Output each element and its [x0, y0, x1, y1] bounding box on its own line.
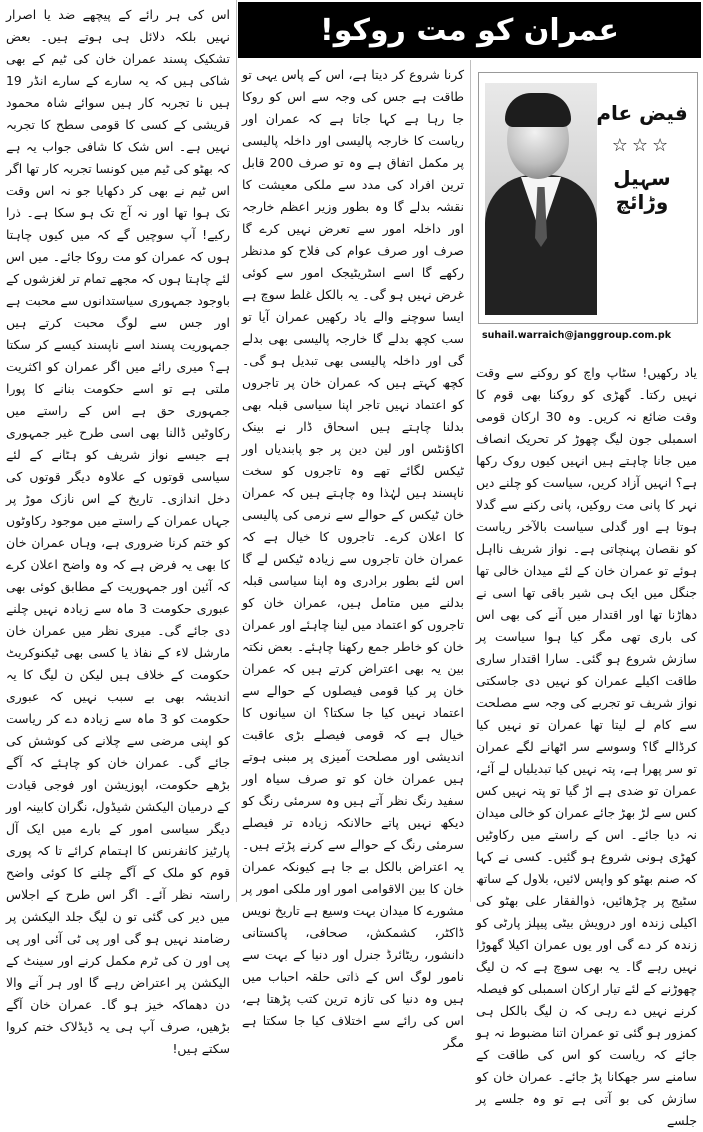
column-name: فیض عام: [596, 101, 688, 125]
author-email[interactable]: suhail.warraich@janggroup.com.pk: [482, 330, 672, 341]
headline: عمران کو مت روکو!: [238, 2, 701, 58]
column-left: [0, 0, 236, 1056]
column-divider: [236, 0, 237, 902]
column-right: [470, 0, 703, 1128]
author-box: [478, 72, 698, 324]
column-right-body: [476, 362, 697, 1128]
column-right-text: یاد رکھیں! سٹاپ واچ کو روکنے سے وقت نہیں رکتا۔ گھڑی کو روکنا بھی قوم کا وقت ضائع نہ کریں۔ وہ 30 ارکان قومی اسمبلی جون لیگ چھوڑ کر تحریک انصاف میں جانا چاہتے ہیں انہیں کیوں روک رکھا ہے؟ انہیں آزاد کریں، سیاست کو چلنے دیں نہر کا پانی مت روکیں، پانی رکنے سے گدلا ہوتا ہے اور گدلی سیاست بالآخر ریاست کو نقصان پہنچاتی ہے۔ نواز شریف نااہل ہوئے تو عمران خان کے لئے میدان خالی تھا جنگل میں ایک ہی شیر باقی تھا اسی نے دھاڑنا تھا اور اقتدار میں آنے کی بھی اس کی باری تھی مگر کیا ہوا سیاست پر سازش شروع ہو گئی۔ سارا اقتدار ساری طاقت اکیلے عمران کو نہیں دی جاسکتی نواز شریف تو تجربے کی وجہ سے مصلحت سے کام لے لیتا تھا عمران تو نہیں کیا کرڈالے گا؟ وسوسے سر اٹھانے لگے عمران تو سر پھرا ہے، پتہ نہیں کیا تبدیلیاں لے آئے، عمران تو ضدی ہے اڑ گیا تو پتہ نہیں کس کس سے لڑ بھڑ جائے عمران کو خالی میدان نہ دیا جائے۔ اس کے راستے میں رکاوٹیں کھڑی ہونی شروع ہو گئیں۔ کسی نے کہا کہ صنم بھٹو کو واپس لائیں، بلاول کے ساتھ سٹیج پر چڑھائیں، ذوالفقار علی بھٹو کی اکیلی زندہ اور درویش بیٹی پیپلز پارٹی کو زندہ کر دے گی اور یوں عمران اکیلا گھوڑا نہیں رہے گا۔ یہ بھی سوچ ہے کہ ن لیگ چھوڑنے کے لئے تیار ارکان اسمبلی کو فیصلہ کرنے نہیں دے رہی کہ ن لیگ بالکل ہی کمزور ہو گئی تو عمران اتنا مضبوط نہ ہو جائے کہ ریاست کو اس کی طاقت کے سامنے سر جھکانا پڑ جائے۔ عمران خان کو سازش کی بو آتی ہے تو وہ جلسے پر جلسے: [476, 365, 697, 1128]
column-divider: [470, 60, 471, 902]
column-left-text: اس کی ہر رائے کے پیچھے ضد یا اصرار نہیں بلکہ دلائل ہی ہوتے ہیں۔ بعض تشکیک پسند عمران خان کی ٹیم کے بھی شاکی ہیں کہ یہ سارے کے سارے انڈر 19 ہیں نا تجربہ کار ہیں سوائے شاہ محمود قریشی کے کسی کا قومی سطح کا تجربہ نہیں ہے۔ اس شک کا شافی جواب یہ ہے کہ بھٹو کی ٹیم میں کونسا تجربہ کار تھا اگر اس ٹیم نے بھی کر دکھایا جو نہ اس وقت تک ہوا تھا اور نہ آج تک ہو سکا ہے۔ ذرا رکیے! آپ سوچیں گے کہ میں کیوں چاہتا ہوں کہ عمران کو مت روکا جائے۔ میں اس لئے چاہتا ہوں کہ مجھے تمام تر لغزشوں کے باوجود جمہوری سیاستدانوں سے محبت ہے اور جس سے لوگ محبت کرتے ہیں جمہوریت پسند اسے ناپسند کیسے کر سکتا ہے؟ میری رائے میں اگر عمران کو اکثریت ملتی ہے تو اسے حکومت بنانے کا پورا جمہوری حق ہے اس کے راستے میں رکاوٹیں ڈالنا بھی اسی طرح غیر جمہوری ہے جیسے نواز شریف کو ہٹانے کے لئے سیاسی قوتوں کے علاوہ دیگر قوتوں کی دخل اندازی۔ تاریخ کے اس نازک موڑ پر جہاں عمران کے راستے میں موجود رکاوٹوں کو ختم کرنا ضروری ہے، وہاں عمران خان کا بھی یہ فرض ہے کہ وہ واضح اعلان کرے کہ آئین اور جمہوریت کے مطابق کوئی بھی عبوری حکومت 3 ماہ سے زیادہ نہیں چلنے دی جائے گی۔ میری نظر میں عمران خان مارشل لاء کے نفاذ یا کسی بھی ٹیکنوکریٹ حکومت کے خلاف ہیں لیکن ن لیگ کا یہ اندیشہ بھی بے سبب نہیں کہ عبوری حکومت کو 3 ماہ سے زیادہ دے کر ریاست کو اپنی مرضی سے چلانے کی کوشش کی جائے گی۔ عمران خان کو چاہئے کہ آگے بڑھے حکومت، اپوزیشن اور فوجی قیادت کے درمیان الیکشن شیڈول، نگران کابینہ اور دیگر سیاسی امور کے بارے میں ایک آل پارٹیز کانفرنس کا اہتمام کرائے تا کہ پوری قوم کو ملک کے آگے چلنے کا کوئی واضح راستہ نظر آئے۔ اگر اس طرح کے اجلاس میں دیر کی گئی تو ن لیگ جلد الیکشن پر رضامند نہیں ہو گی اور پی ٹی آئی اور پی پی اور ن کی ٹرم مکمل کرنے اور سینٹ کے الیکشن پر اعتراض رہے گا اور ہر آنے والا دن دھماکہ خیز ہو گا۔ عمران خان آگے بڑھیں، صرف آپ ہی یہ ڈیڈلاک ختم کروا سکتے ہیں!: [6, 7, 230, 1056]
byline: [595, 101, 689, 214]
author-photo: [485, 83, 597, 303]
column-middle-text: کرنا شروع کر دیتا ہے، اس کے پاس یہی تو طاقت ہے جس کی وجہ سے اس کو روکا جا رہا ہے کہا جاتا ہے کہ عمران اور ریاست کا خارجہ پالیسی اور داخلہ پالیسی پر مکمل اتفاق ہے وہ تو صرف 200 قابل ترین افراد کی مدد سے ملکی معیشت کا نقشہ بدلے گا وہ بطور وزیر اعظم خارجہ اور داخلہ امور سے تعرض نہیں کرے گا صرف اور صرف عوام کی فلاح کو مدنظر رکھے گا اسے اسٹریٹیجک امور سے کوئی غرض نہیں ہو گی۔ یہ بالکل غلط سوچ ہے ایسا سوچنے والے یاد رکھیں عمران آیا تو سب کچھ بدلے گا خارجہ پالیسی بھی بدلے گی اور داخلہ پالیسی بھی تبدیل ہو گی۔ کچھ کہتے ہیں کہ عمران خان پر تاجروں کو اعتماد نہیں تاجر اپنا سیاسی قبلہ بھی بدلنا چاہتے ہیں اسحاق ڈار نے بینک اکاؤنٹس اور لین دین پر جو پابندیاں اور ٹیکس لگائے تھے وہ تاجروں کو سخت ناپسند ہیں لہٰذا وہ چاہتے ہیں کہ عمران خان ٹیکس کے حوالے سے نرمی کی پالیسی کا اعلان کرے۔ تاجروں کا خیال ہے کہ عمران خان تاجروں سے زیادہ ٹیکس لے گا اس لئے بطور برادری وہ اپنا سیاسی قبلہ بدلنے میں متامل ہیں، عمران خان کو تاجروں کو اعتماد میں لینا چاہئے اور عمران خان کو خاطر جمع رکھنا چاہئے۔ بعض نکتہ بین یہ بھی اعتراض کرتے ہیں کہ عمران خان پر کیا قومی فیصلوں کے حوالے سے اعتماد نہیں کیا جا سکتا؟ ان سیانوں کا خیال ہے کہ قومی فیصلے بڑی عاقبت اندیشی اور مصلحت آمیزی پر مبنی ہوتے ہیں عمران خان کو تو صرف سیاہ اور سفید رنگ نظر آتے ہیں وہ سرمئی رنگ کو دیکھ نہیں پاتے حالانکہ زیادہ تر فیصلے سرمئی رنگ کے حوالے سے کرنے پڑتے ہیں۔ یہ اعتراض بالکل بے جا ہے کیونکہ عمران خان کا بین الاقوامی امور اور ملکی امور پر مشورے کا میدان بہت وسیع ہے تاریخ نویس ڈاکٹر، کشمکش، صحافی، پاکستانی دانشور، ریٹائرڈ جنرل اور دنیا کے بہت سے نامور لوگ اس کے ذاتی حلقہ احباب میں ہیں وہ دنیا کی تازہ ترین کتب پڑھتا ہے، اس کی رائے سے اختلاف کیا جا سکتا ہے مگر: [242, 67, 464, 1050]
column-middle: [236, 60, 470, 1050]
stars-decoration: ☆☆☆: [611, 135, 673, 156]
author-name: سہیل وڑائچ: [613, 166, 671, 214]
